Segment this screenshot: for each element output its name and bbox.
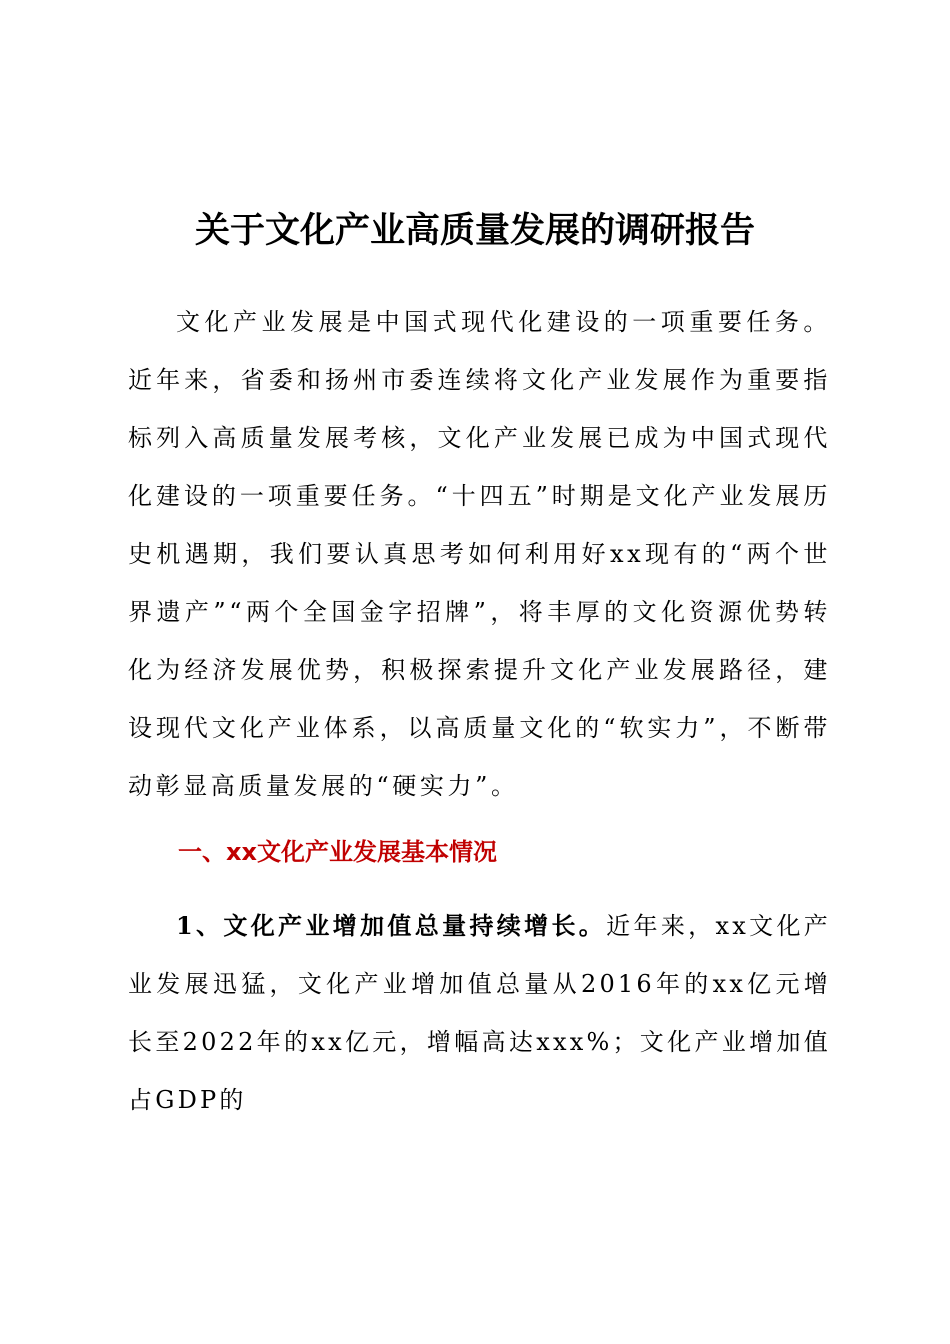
section-heading: 一、xx文化产业发展基本情况 xyxy=(178,838,497,866)
intro-paragraph: 文化产业发展是中国式现代化建设的一项重要任务。近年来，省委和扬州市委连续将文化产业发展作为重要指标列入高质量发展考核，文化产业发展已成为中国式现代化建设的一项重要任务。“十四五”时期是文化产业发展历史机遇期，我们要认真思考如何利用好xx现有的“两个世界遗产”“两个全国金字招牌”，将丰厚的文化资源优势转化为经济发展优势，积极探索提升文化产业发展路径，建设现代文化产业体系，以高质量文化的“软实力”，不断带动彰显高质量发展的“硬实力”。 xyxy=(128,308,831,800)
subsection-text: 近年来，xx文化产业发展迅猛，文化产业增加值总量从2016年的xx亿元增长至2022年的xx亿元，增幅高达xxx%；文化产业增加值占GDP的 xyxy=(128,912,831,1114)
document-title: 关于文化产业高质量发展的调研报告 xyxy=(194,210,755,251)
subsection-paragraph xyxy=(128,897,831,1129)
subsection-lead: 1、文化产业增加值总量持续增长。 xyxy=(176,911,607,940)
